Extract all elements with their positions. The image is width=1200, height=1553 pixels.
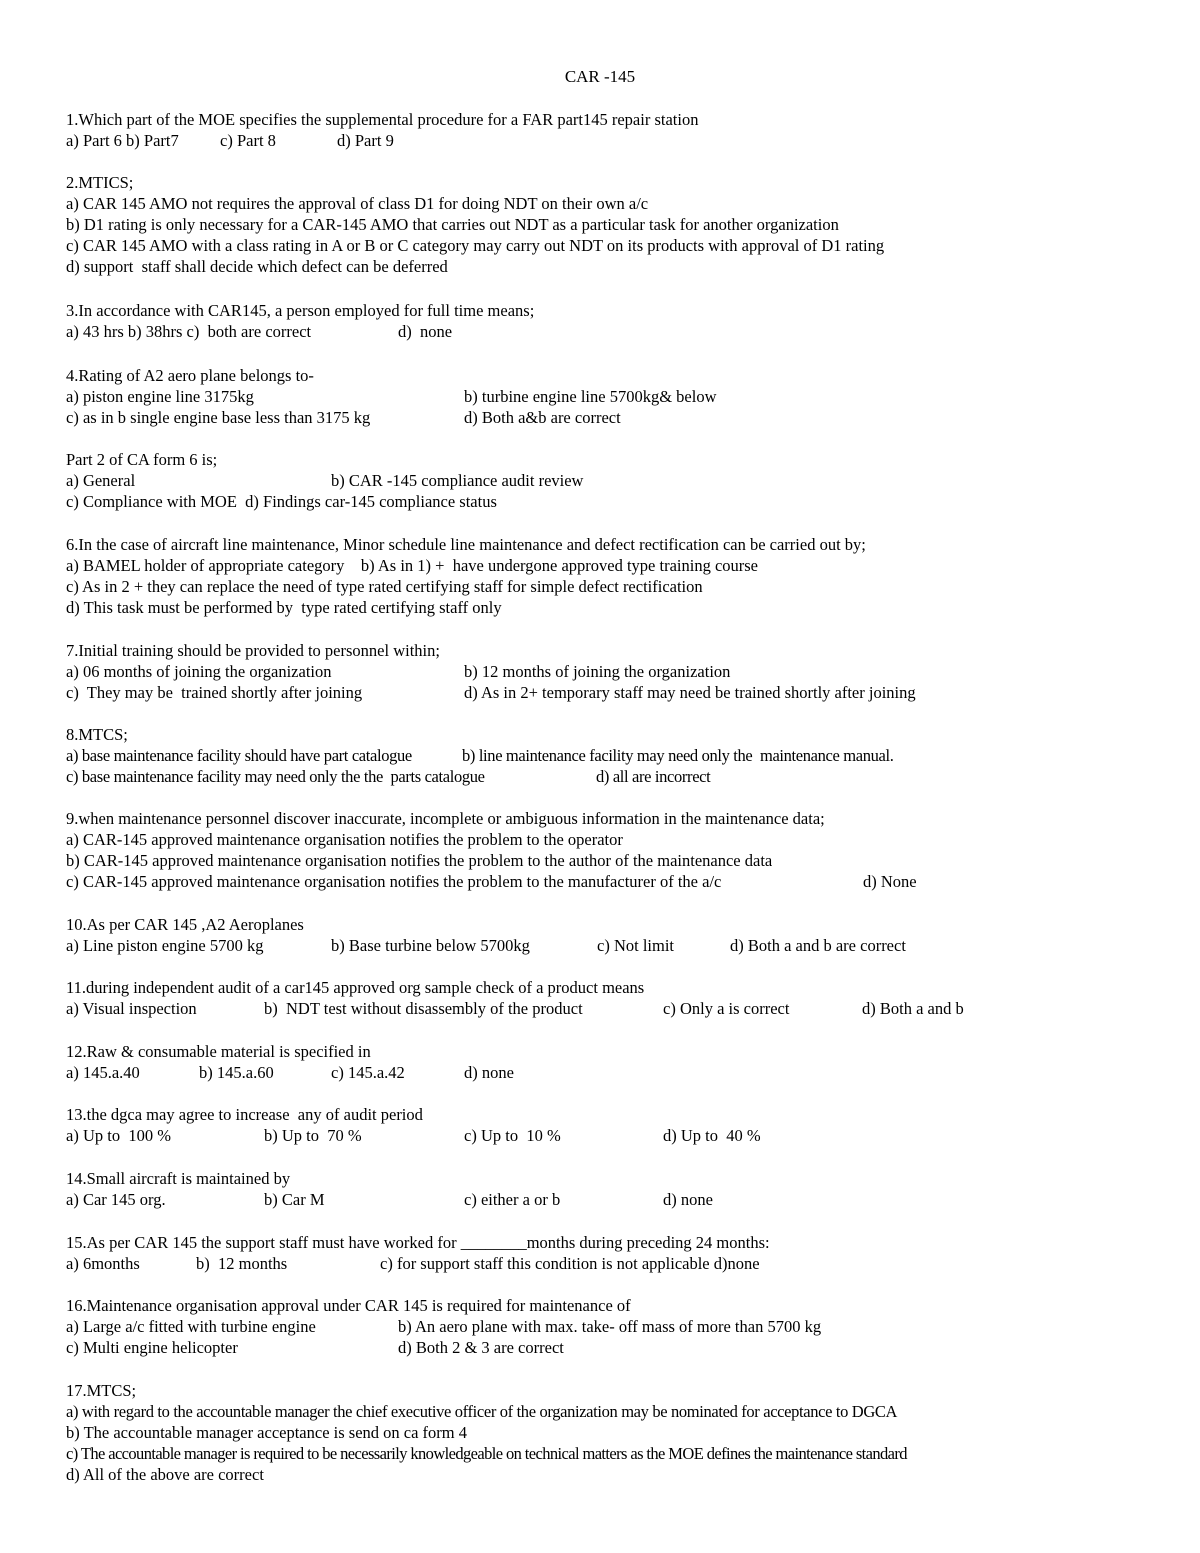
question-stem: 17.MTCS; xyxy=(66,1381,137,1400)
option-c: c) CAR-145 approved maintenance organisation notifies the problem to the manufacturer of the a/c xyxy=(66,872,722,891)
question-11 xyxy=(66,977,1176,1019)
question-stem: 2.MTICS; xyxy=(66,173,134,192)
option-d: d) None xyxy=(863,872,917,891)
option-a-b: a) BAMEL holder of appropriate category b) As in 1) + have undergone approved type training course xyxy=(66,556,759,575)
question-stem: 16.Maintenance organisation approval under CAR 145 is required for maintenance of xyxy=(66,1296,631,1315)
question-13 xyxy=(66,1104,1176,1146)
question-stem: 14.Small aircraft is maintained by xyxy=(66,1169,291,1188)
option-c: c) CAR 145 AMO with a class rating in A or B or C category may carry out NDT on its products with approval of D1 rating xyxy=(66,236,885,255)
page-title: CAR -145 xyxy=(564,67,636,86)
option-d: d) all are incorrect xyxy=(596,767,711,786)
question-stem: 1.Which part of the MOE specifies the supplemental procedure for a FAR part145 repair station xyxy=(66,110,699,129)
option-a: a) Up to 100 % xyxy=(66,1126,171,1145)
question-stem: 12.Raw & consumable material is specified in xyxy=(66,1042,371,1061)
option-a-b-c: a) 43 hrs b) 38hrs c) both are correct xyxy=(66,322,312,341)
option-b: b) The accountable manager acceptance is send on ca form 4 xyxy=(66,1423,468,1442)
question-stem: 13.the dgca may agree to increase any of audit period xyxy=(66,1105,423,1124)
option-b: b) 12 months xyxy=(196,1254,288,1273)
option-c: c) The accountable manager is required to be necessarily knowledgeable on technical matters as the MOE defines the maintenance standard xyxy=(66,1444,907,1463)
option-a: a) CAR 145 AMO not requires the approval of class D1 for doing NDT on their own a/c xyxy=(66,194,649,213)
option-b: b) An aero plane with max. take- off mass of more than 5700 kg xyxy=(398,1317,822,1336)
option-d: d) Both 2 & 3 are correct xyxy=(398,1338,564,1357)
option-b: b) CAR -145 compliance audit review xyxy=(331,471,584,490)
option-c: c) Up to 10 % xyxy=(464,1126,561,1145)
question-stem: 9.when maintenance personnel discover inaccurate, incomplete or ambiguous information in the maintenance data; xyxy=(66,809,825,828)
option-b: b) CAR-145 approved maintenance organisation notifies the problem to the author of the maintenance data xyxy=(66,851,773,870)
question-17 xyxy=(66,1380,1176,1485)
option-d: d) none xyxy=(464,1063,514,1082)
option-d: d) Both a&b are correct xyxy=(464,408,621,427)
question-3 xyxy=(66,300,1176,342)
option-a-b: a) Part 6 b) Part7 xyxy=(66,131,179,150)
option-c: c) 145.a.42 xyxy=(331,1063,405,1082)
question-stem: 11.during independent audit of a car145 approved org sample check of a product means xyxy=(66,978,645,997)
option-c: c) Only a is correct xyxy=(663,999,790,1018)
option-b: b) Base turbine below 5700kg xyxy=(331,936,530,955)
question-8 xyxy=(66,724,1176,787)
option-a: a) CAR-145 approved maintenance organisation notifies the problem to the operator xyxy=(66,830,623,849)
option-b: b) D1 rating is only necessary for a CAR-145 AMO that carries out NDT as a particular task for another organization xyxy=(66,215,839,234)
question-15 xyxy=(66,1232,1176,1274)
question-12 xyxy=(66,1041,1176,1083)
option-c: c) Multi engine helicopter xyxy=(66,1338,238,1357)
question-16 xyxy=(66,1295,1176,1358)
option-a: a) 6months xyxy=(66,1254,140,1273)
option-b: b) turbine engine line 5700kg& below xyxy=(464,387,717,406)
question-10 xyxy=(66,914,1176,956)
option-b: b) NDT test without disassembly of the product xyxy=(264,999,583,1018)
question-stem: 15.As per CAR 145 the support staff must have worked for ________months during preceding 24 months: xyxy=(66,1233,770,1252)
option-a: a) piston engine line 3175kg xyxy=(66,387,254,406)
option-b: b) 12 months of joining the organization xyxy=(464,662,731,681)
option-b: b) line maintenance facility may need only the maintenance manual. xyxy=(462,746,894,765)
option-b: b) Car M xyxy=(264,1190,325,1209)
option-a: a) Large a/c fitted with turbine engine xyxy=(66,1317,316,1336)
question-2 xyxy=(66,172,1176,277)
option-c-d: c) for support staff this condition is not applicable d)none xyxy=(380,1254,760,1273)
question-9 xyxy=(66,808,1176,892)
question-7 xyxy=(66,640,1176,703)
option-d: d) Up to 40 % xyxy=(663,1126,761,1145)
option-a: a) base maintenance facility should have part catalogue xyxy=(66,746,412,765)
question-4 xyxy=(66,365,1176,428)
option-c: c) As in 2 + they can replace the need of type rated certifying staff for simple defect rectification xyxy=(66,577,703,596)
question-6 xyxy=(66,534,1176,618)
question-5 xyxy=(66,449,1176,512)
option-a: a) with regard to the accountable manager the chief executive officer of the organization may be nominated for acceptance to DGCA xyxy=(66,1402,898,1421)
option-c: c) base maintenance facility may need only the the parts catalogue xyxy=(66,767,485,786)
question-stem: 10.As per CAR 145 ,A2 Aeroplanes xyxy=(66,915,304,934)
option-c: c) either a or b xyxy=(464,1190,561,1209)
option-d: d) none xyxy=(663,1190,713,1209)
option-d: d) As in 2+ temporary staff may need be trained shortly after joining xyxy=(464,683,916,702)
question-14 xyxy=(66,1168,1176,1210)
question-stem: 6.In the case of aircraft line maintenance, Minor schedule line maintenance and defect rectification can be carried out by; xyxy=(66,535,866,554)
question-stem: 4.Rating of A2 aero plane belongs to- xyxy=(66,366,314,385)
question-1 xyxy=(66,109,1176,151)
option-a: a) 145.a.40 xyxy=(66,1063,140,1082)
option-d: d) Both a and b xyxy=(862,999,964,1018)
option-a: a) Line piston engine 5700 kg xyxy=(66,936,264,955)
option-c: c) Not limit xyxy=(597,936,674,955)
option-c: c) as in b single engine base less than 3175 kg xyxy=(66,408,371,427)
option-d: d) This task must be performed by type rated certifying staff only xyxy=(66,598,502,617)
question-stem: 8.MTCS; xyxy=(66,725,128,744)
option-a: a) Visual inspection xyxy=(66,999,197,1018)
option-d: d) Both a and b are correct xyxy=(730,936,906,955)
option-c: c) Part 8 xyxy=(220,131,276,150)
option-b: b) Up to 70 % xyxy=(264,1126,362,1145)
option-a: a) 06 months of joining the organization xyxy=(66,662,332,681)
option-a: a) Car 145 org. xyxy=(66,1190,166,1209)
question-stem: 3.In accordance with CAR145, a person employed for full time means; xyxy=(66,301,535,320)
option-d: d) Part 9 xyxy=(337,131,394,150)
option-c-d: c) Compliance with MOE d) Findings car-145 compliance status xyxy=(66,492,497,511)
question-stem: Part 2 of CA form 6 is; xyxy=(66,450,218,469)
question-stem: 7.Initial training should be provided to personnel within; xyxy=(66,641,440,660)
option-a: a) General xyxy=(66,471,136,490)
option-d: d) All of the above are correct xyxy=(66,1465,264,1484)
option-c: c) They may be trained shortly after joining xyxy=(66,683,363,702)
option-d: d) none xyxy=(398,322,453,341)
option-d: d) support staff shall decide which defect can be deferred xyxy=(66,257,448,276)
option-b: b) 145.a.60 xyxy=(199,1063,274,1082)
